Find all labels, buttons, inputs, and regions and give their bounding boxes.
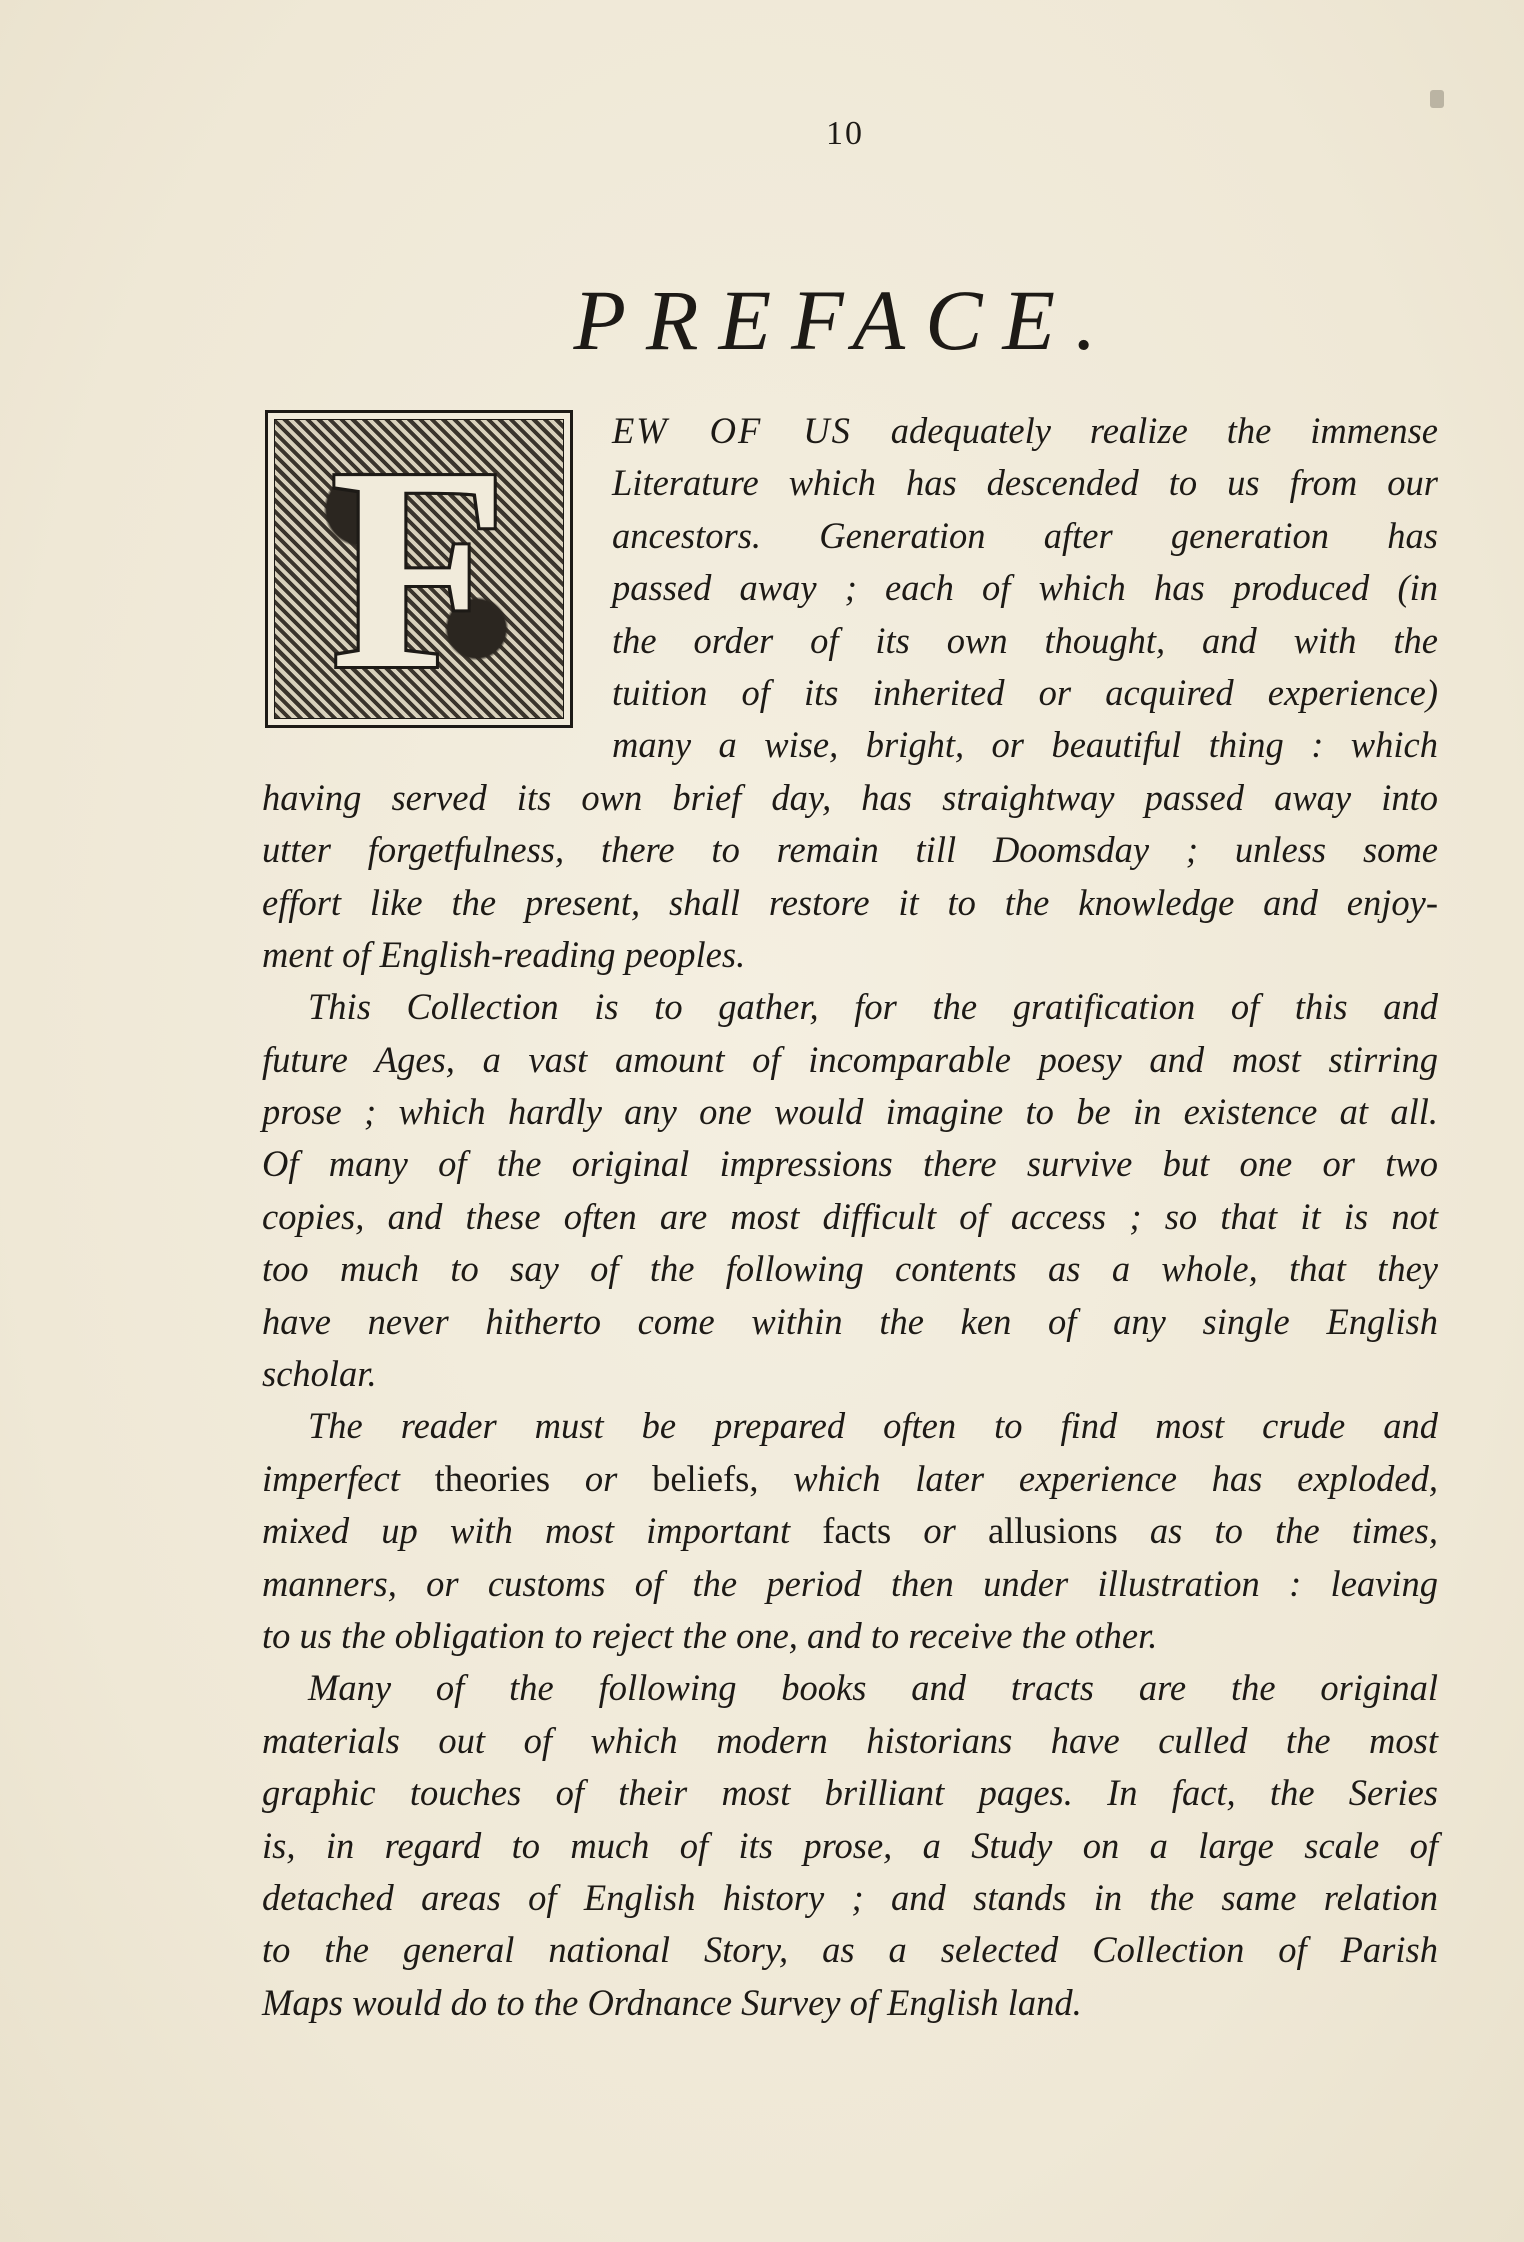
text-line <box>262 1400 1438 1452</box>
text-segment: tuition of its inherited or acquired experience) <box>612 671 1438 713</box>
text-segment: scholar. <box>262 1353 377 1395</box>
text-line <box>262 1662 1438 1714</box>
text-segment: passed away ; each of which has produced (in <box>612 567 1438 609</box>
text-segment: beliefs, <box>652 1457 759 1499</box>
text-segment: as to the times, <box>1117 1510 1438 1552</box>
text-line <box>612 719 1438 771</box>
text-segment: having served its own brief day, has straightway passed away into <box>262 776 1438 818</box>
text-line <box>262 1715 1438 1767</box>
text-segment: prose ; which hardly any one would imagine to be in existence at all. <box>262 1091 1438 1133</box>
text-segment: which later experience has exploded, <box>758 1457 1438 1499</box>
text-line <box>612 510 1438 562</box>
text-line <box>262 1034 1438 1086</box>
text-line <box>612 457 1438 509</box>
text-segment: utter forgetfulness, there to remain till Doomsday ; unless some <box>262 829 1438 871</box>
page-title: PREFACE. <box>573 272 1117 368</box>
text-line <box>262 981 1438 1033</box>
text-segment: This Collection is to gather, for the gratification of this and <box>308 986 1438 1028</box>
text-line <box>262 1610 1438 1662</box>
text-line <box>262 1820 1438 1872</box>
text-line <box>612 562 1438 614</box>
text-line <box>262 877 1438 929</box>
text-line <box>262 1977 1438 2029</box>
text-segment: ancestors. Generation after generation has <box>612 514 1438 556</box>
text-segment: the order of its own thought, and with the <box>612 619 1438 661</box>
text-segment: Literature which has descended to us from our <box>612 462 1438 504</box>
text-segment: theories <box>434 1457 551 1499</box>
text-segment: effort like the present, shall restore it to the knowledge and enjoy- <box>262 881 1438 923</box>
text-line <box>612 667 1438 719</box>
text-line <box>262 824 1438 876</box>
text-segment: The reader must be prepared often to find most crude and <box>308 1405 1438 1447</box>
page-blemish <box>1430 90 1444 108</box>
text-segment: is, in regard to much of its prose, a Study on a large scale of <box>262 1824 1438 1866</box>
text-segment: or <box>550 1457 653 1499</box>
text-line <box>612 615 1438 667</box>
text-segment: mixed up with most important <box>262 1510 823 1552</box>
text-line <box>262 1348 1438 1400</box>
text-segment: or <box>891 1510 988 1552</box>
text-segment: adequately realize the immense <box>851 410 1438 451</box>
text-line <box>262 929 1438 981</box>
text-line <box>262 1138 1438 1190</box>
text-line <box>262 1243 1438 1295</box>
text-line <box>612 405 1438 457</box>
text-line <box>262 1453 1438 1505</box>
text-segment: materials out of which modern historians have culled the most <box>262 1719 1438 1761</box>
text-segment: facts <box>822 1510 892 1552</box>
text-segment: future Ages, a vast amount of incomparable poesy and most stirring <box>262 1038 1438 1080</box>
text-line <box>262 1767 1438 1819</box>
text-segment: graphic touches of their most brilliant pages. In fact, the Series <box>262 1772 1438 1814</box>
text-segment: detached areas of English history ; and stands in the same relation <box>262 1876 1438 1918</box>
text-line <box>262 1924 1438 1976</box>
text-segment: EW OF US <box>612 410 852 451</box>
text-line <box>262 1872 1438 1924</box>
page-number: 10 <box>826 115 864 152</box>
text-segment: Many of the following books and tracts are the original <box>308 1667 1438 1709</box>
text-line <box>262 1191 1438 1243</box>
text-segment: Of many of the original impressions there survive but one or two <box>262 1143 1438 1185</box>
dropcap-letter: F <box>330 419 508 719</box>
text-line <box>262 1558 1438 1610</box>
text-segment: manners, or customs of the period then under illustration : leaving <box>262 1562 1438 1604</box>
text-segment: to the general national Story, as a selected Collection of Parish <box>262 1929 1438 1971</box>
text-segment: Maps would do to the Ordnance Survey of English land. <box>262 1981 1082 2023</box>
text-line <box>262 1296 1438 1348</box>
text-segment: have never hitherto come within the ken of any single English <box>262 1300 1438 1342</box>
text-segment: to us the obligation to reject the one, and to receive the other. <box>262 1614 1158 1656</box>
text-line <box>262 772 1438 824</box>
preface-text <box>262 405 1438 2029</box>
text-segment: copies, and these often are most difficult of access ; so that it is not <box>262 1195 1438 1237</box>
text-segment: too much to say of the following contents as a whole, that they <box>262 1248 1438 1290</box>
text-segment: ment of English-reading peoples. <box>262 933 746 975</box>
text-line <box>262 1505 1438 1557</box>
text-segment: imperfect <box>262 1457 435 1499</box>
text-segment: many a wise, bright, or beautiful thing : which <box>612 724 1438 766</box>
text-line <box>262 1086 1438 1138</box>
text-segment: allusions <box>987 1510 1118 1552</box>
